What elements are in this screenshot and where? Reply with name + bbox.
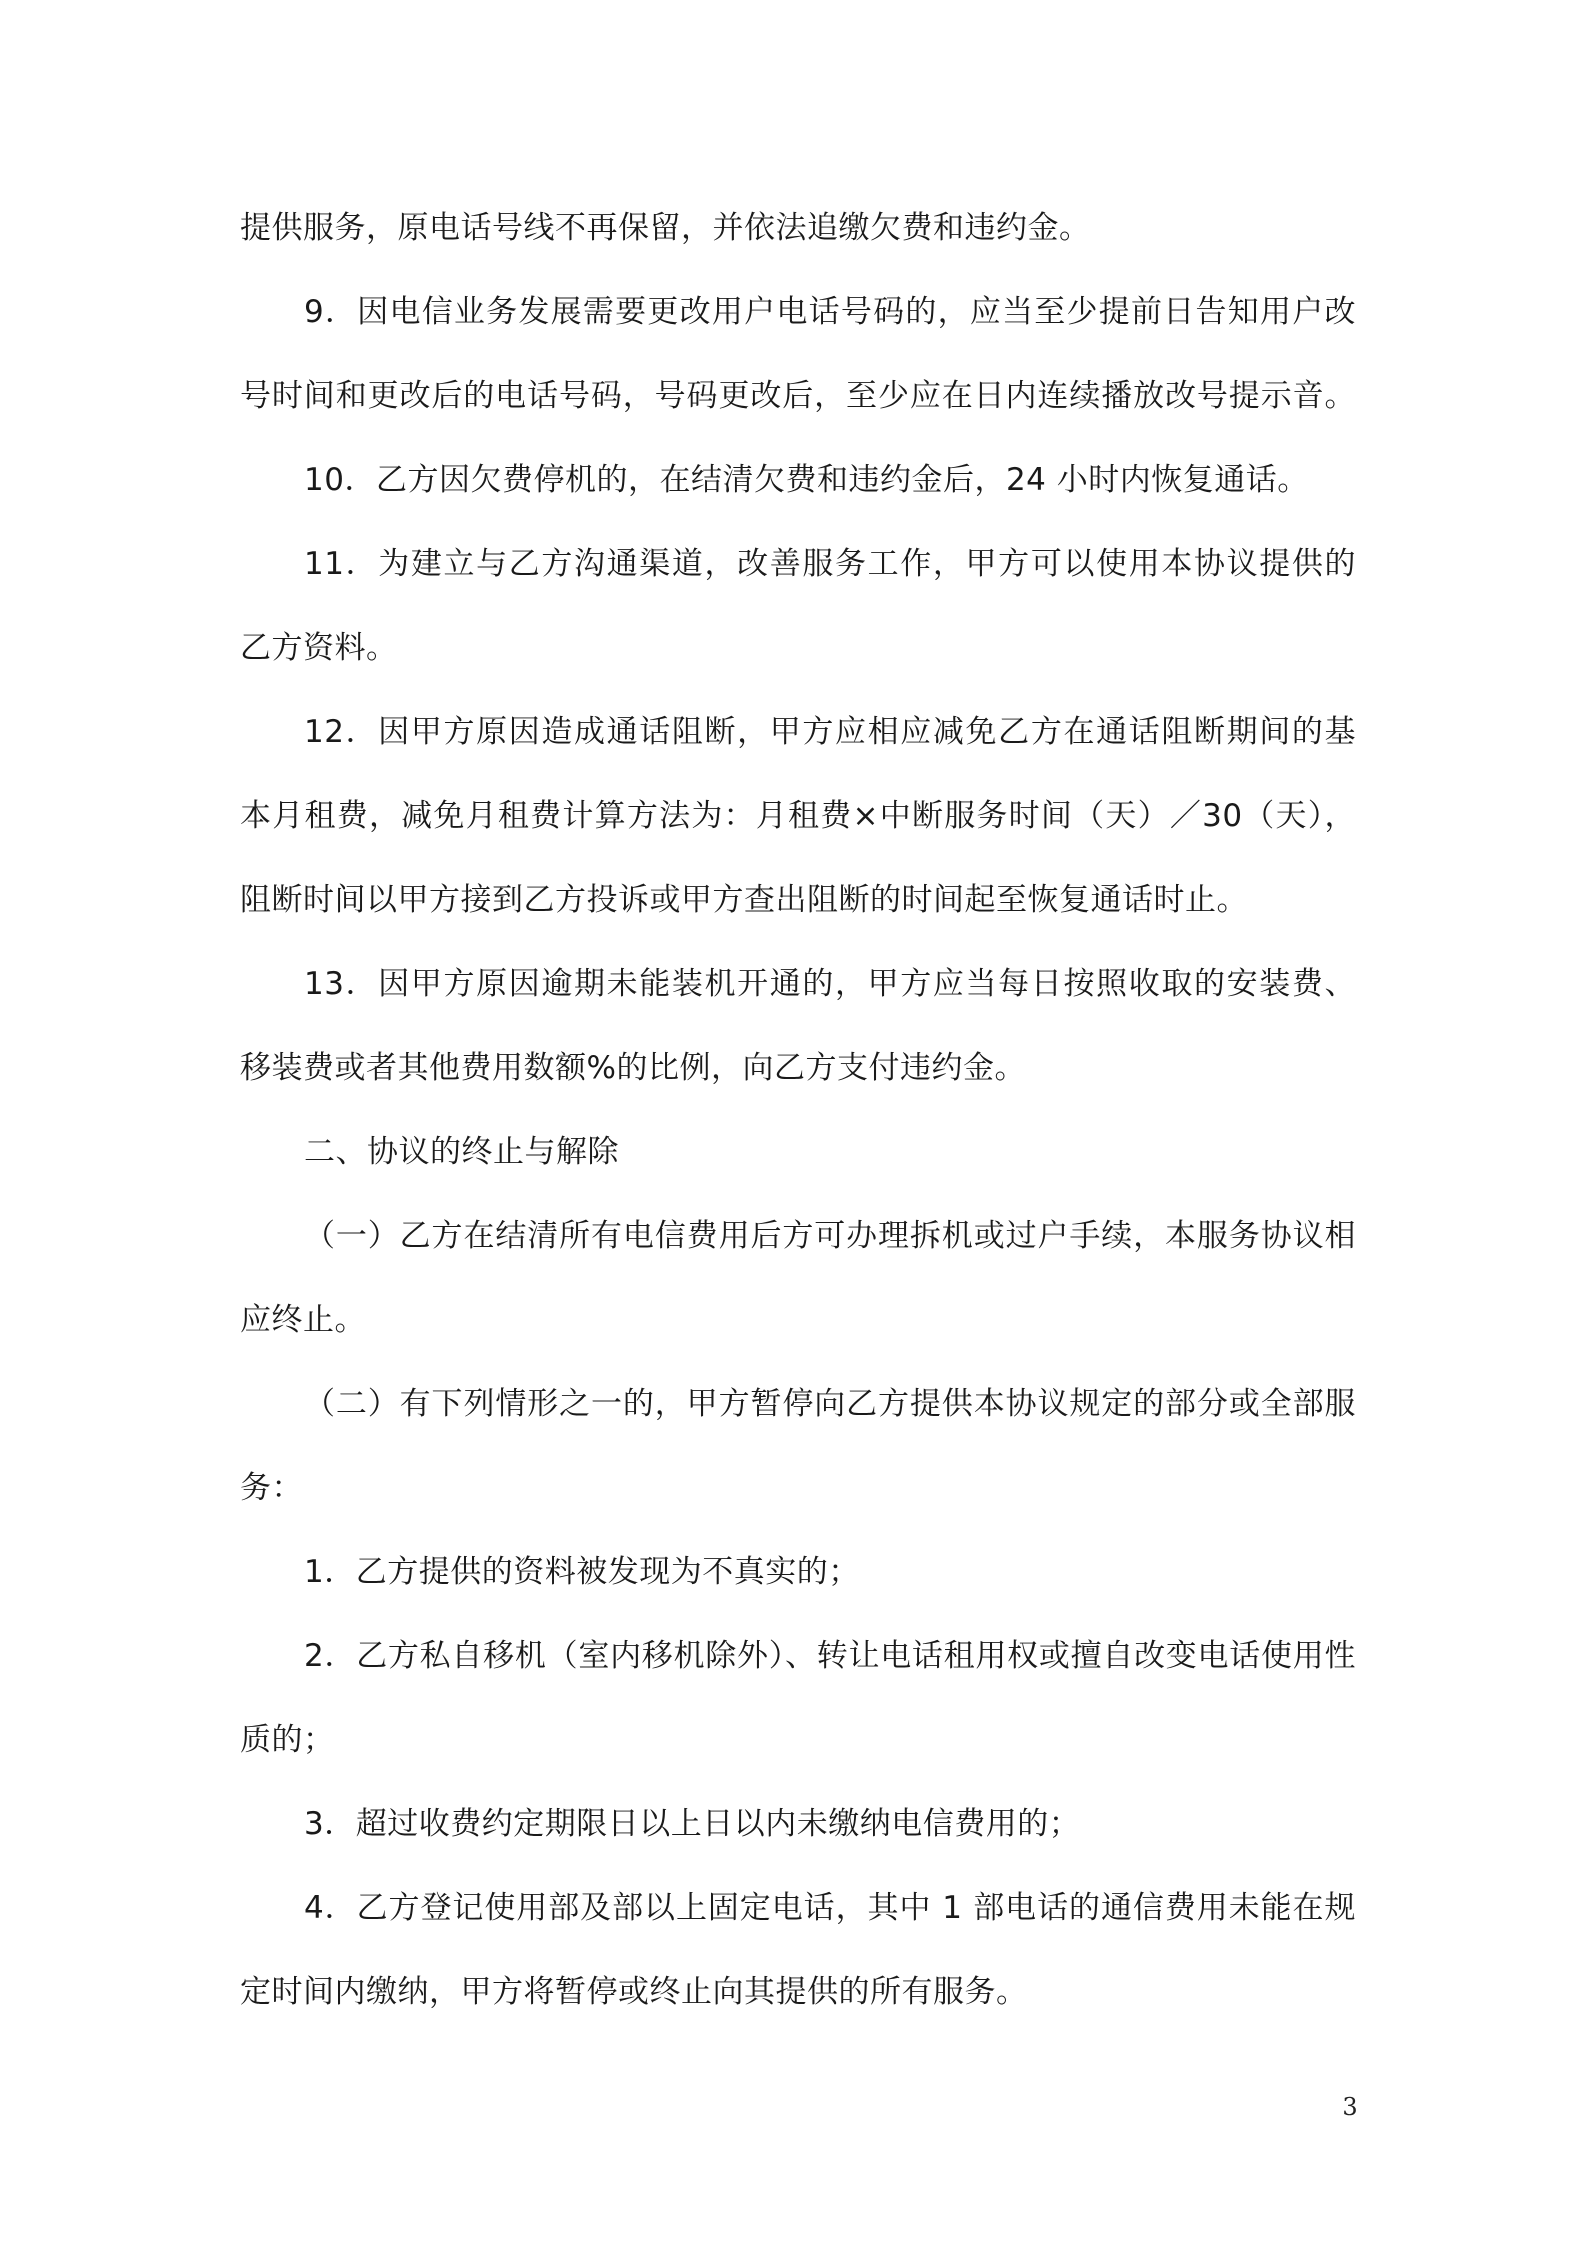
text-line: 11．为建立与乙方沟通渠道，改善服务工作，甲方可以使用本协议提供的	[304, 546, 1356, 582]
text-line: 12．因甲方原因造成通话阻断，甲方应相应减免乙方在通话阻断期间的基	[304, 714, 1356, 750]
text-line: （二）有下列情形之一的，甲方暂停向乙方提供本协议规定的部分或全部服	[304, 1386, 1356, 1422]
text-line: 3．超过收费约定期限日以上日以内未缴纳电信费用的；	[304, 1806, 1081, 1842]
text-line: 2．乙方私自移机（室内移机除外）、转让电话租用权或擅自改变电话使用性	[304, 1638, 1356, 1674]
text-line: 本月租费，减免月租费计算方法为：月租费×中断服务时间（天）／30（天），	[240, 798, 1356, 834]
text-line: 9．因电信业务发展需要更改用户电话号码的，应当至少提前日告知用户改	[304, 294, 1356, 330]
text-line: 提供服务，原电话号线不再保留，并依法追缴欠费和违约金。	[240, 210, 1091, 246]
text-line: 号时间和更改后的电话号码，号码更改后，至少应在日内连续播放改号提示音。	[240, 378, 1356, 414]
text-line: 应终止。	[240, 1302, 366, 1338]
text-line: 4．乙方登记使用部及部以上固定电话，其中 1 部电话的通信费用未能在规	[304, 1890, 1356, 1926]
text-line: 定时间内缴纳，甲方将暂停或终止向其提供的所有服务。	[240, 1974, 1028, 2010]
section-heading: 二、协议的终止与解除	[304, 1134, 619, 1170]
text-line: 乙方资料。	[240, 630, 398, 666]
text-line: 移装费或者其他费用数额%的比例，向乙方支付违约金。	[240, 1050, 1026, 1086]
text-line: 1．乙方提供的资料被发现为不真实的；	[304, 1554, 860, 1590]
text-line: 10．乙方因欠费停机的，在结清欠费和违约金后，24 小时内恢复通话。	[304, 462, 1309, 498]
text-line: 务：	[240, 1470, 303, 1506]
text-line: 质的；	[240, 1722, 335, 1758]
text-line: 13．因甲方原因逾期未能装机开通的，甲方应当每日按照收取的安装费、	[304, 966, 1356, 1002]
page-number: 3	[1342, 2093, 1358, 2121]
text-line: 阻断时间以甲方接到乙方投诉或甲方查出阻断的时间起至恢复通话时止。	[240, 882, 1248, 918]
text-line: （一）乙方在结清所有电信费用后方可办理拆机或过户手续，本服务协议相	[304, 1218, 1356, 1254]
